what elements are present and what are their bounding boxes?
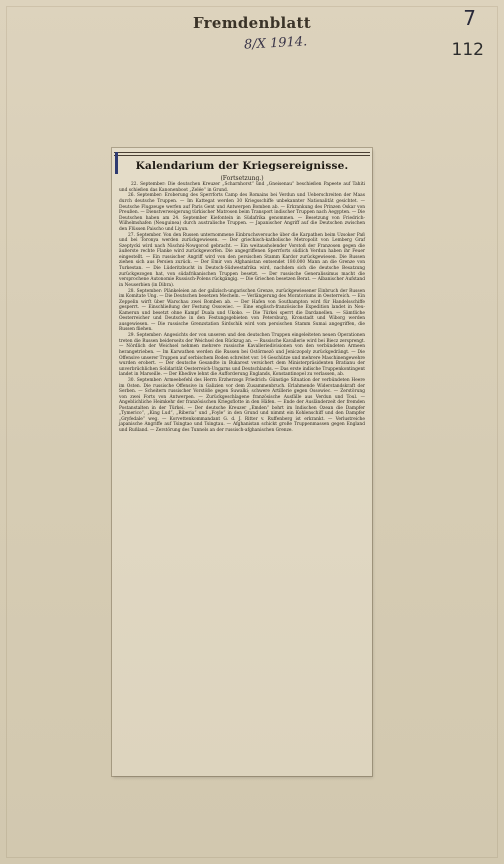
clipping-top-rule (114, 152, 370, 156)
paragraph-sept-22: 22. September: Die deutschen Kreuzer „Scharnhorst“ und „Gneisenau“ beschießen Papeete auf Tahiti und schießen das Kanonenboot „Zelée“ in Grund. (119, 182, 365, 193)
newspaper-clipping (112, 148, 372, 776)
archive-mark: 7 (463, 6, 476, 30)
clipping-body (119, 182, 365, 772)
paragraph-sept-28: 28. September: Plänkeleien an der galizisch-ungarischen Grenze, zurückgewiesener Einbruch der Russen im Komitate Ung. — Die Deutschen besetzen Mecheln. — Verlängerung des Moratoriums in Oesterreich. — Ein Zeppelin wirft über Warschau zwei Bomben ab. — Der Hafen von Southampton wird für Handelsschiffe gesperrt. — Einschließung der Festung Ossowiec. — Eine englisch-französische Expedition landet in Neu-Kamerun und besetzt ohne Kampf Duala und Ukoko. — Die Türkei sperrt die Dardanellen. — Sämtliche Oesterreicher und Deutsche in den Festungsgebieten von Petersburg, Kronstadt und Wiborg werden ausgewiesen. — Die russische Grenzstation Sirdschik wird vom persischen Stamm Sumai angegriffen, die Russen fliehen. (119, 288, 365, 333)
clipping-title: Kalendarium der Kriegsereignisse. (135, 160, 349, 172)
page-number: 112 (451, 40, 484, 60)
paragraph-sept-30: 30. September: Armeebefehl des Herrn Erzherzogs Friedrich: Günstige Situation der verbündeten Heere im Osten. Die russische Offensive in Galizien vor dem Zusammenbruch. Erlahmende Widerstandskraft der Serben. — Scheitern russischer Vorstöße gegen Suwalki; schwere Artillerie gegen Ossowiec. — Zerstörung von zwei Forts von Antwerpen. — Zurückgeschlagene französische Ausfälle aus Verdun und Toul. — Angeblichliche Heimkehr der französischen Kriegsflotte in den Häfen. — Ende der Ausländerzeit der fremden Postanstalten in der Türkei. — Der deutsche Kreuzer „Emden“ bohrt im Indischen Ozean die Dampfer „Tymerico“, „King Lud“, „Riberia“ und „Foyle“ in den Grund und nimmt ein Kohlenschiff und den Dampfer „Gryfedale“ weg. — Korvettenkommandant G. d. J. Ritter v. Ruffenberg ist erkrankt. — Verlustreiche japanische Angriffe auf Tsingtao und Tsingtau. — Afghanistan schickt große Truppenmassen gegen England und Rußland. — Zerstörung des Tunnels an der russisch-afghanischen Grenze. (119, 378, 365, 434)
paragraph-sept-26: 26. September: Eroberung des Sperrforts Camp des Romains bei Verdun und Ueberschreiten der Maas durch deutsche Truppen. — Im Kattegat werden 30 Kriegsschiffe unbekannter Nationalität gesichtet. — Deutsche Flugzeuge werfen auf Paris Gent und Antwerpen Bomben ab. — Erkrankung des Prinzen Oskar von Preußen. — Dienstverweigerung türkischer Matrosen beim Transport indischer Truppen nach Aegypten. — Die Deutschen haben am 24. September Kiefontein in Südafrika genommen. — Besetzung von Friedrich-Wilhelmshafen (Neuguinea) durch australische Truppen. — Japanischer Angriff auf die Deutschen zwischen den Flüssen Paischo und Liyun. (119, 193, 365, 232)
paragraph-sept-29: 29. September: Angesichts der von unseren und den deutschen Truppen eingeleiteten neuen Operationen treten die Russen beiderseits der Weichsel den Rückzug an. — Russische Kavallerie wird bei Biecz zersprengt. — Nördlich der Weichsel nehmen mehrere russische Kavalleriedivisionen von den verbündeten Armeen herangetrieben. — Im Karwathen werden die Russen bei Ostörmezö und Jeniczopoly zurückgedrängt. — Die Offensive unserer Truppen auf serbischem Boden schreitet vor. 14 Geschütze und mehrere Maschinengewehre wurden erobert. — Der deutsche Gesandte in Bukarest versichert dem Ministerpräsidenten Bratianu der unverbrüchlichen Solidarität Oesterreich-Ungarns und Deutschlands. — Das erste indische Truppenkontingent landet in Marseille. — Der Khedive lehnt die Aufforderung Englands, Konstantinopel zu verlassen, ab. (119, 333, 365, 378)
handwritten-date: 8/X 1914. (243, 34, 308, 53)
clipping-subtitle: (Fortsetzung.) (220, 175, 264, 182)
newspaper-masthead: Fremdenblatt (192, 14, 311, 32)
paragraph-sept-27: 27. September. Von den Russen unternommene Einbruchsversuche über die Karpathen beim Uzsoker Paß und bei Toronya werden zurückgewiesen. — Der griechisch-katholische Metropolit von Lemberg Graf Szeptycki wird nach Nischni-Nowgorod gebracht. — Ein weitausholender Vorstoß der Franzosen gegen die äußerste rechte Flanke wird zurückgeworfen. Die angegriffenen Sperrforts südlich Verdun haben ihr Feuer eingestellt. — Ein russischer Angriff wird von den persischen Stamm Kardor zurückgewiesen. Die Russen ziehen sich aus Persien zurück. — Der Emir von Afghanistan entsendet 180.000 Mann an die Grenze von Turkestan. — Die Lüderitzbucht in Deutsch-Südwestafrika wird, nachdem sich die deutsche Besatzung zurückgezogen hat, von südafrikanischen Truppen besetzt. — Der russische Generalissimus macht die versprochene Autonomie Russisch-Polens rückgängig. — Die Griechen besetzen Berat. — Albanischer Aufstand in Neuserbien (in Dibra). (119, 232, 365, 288)
